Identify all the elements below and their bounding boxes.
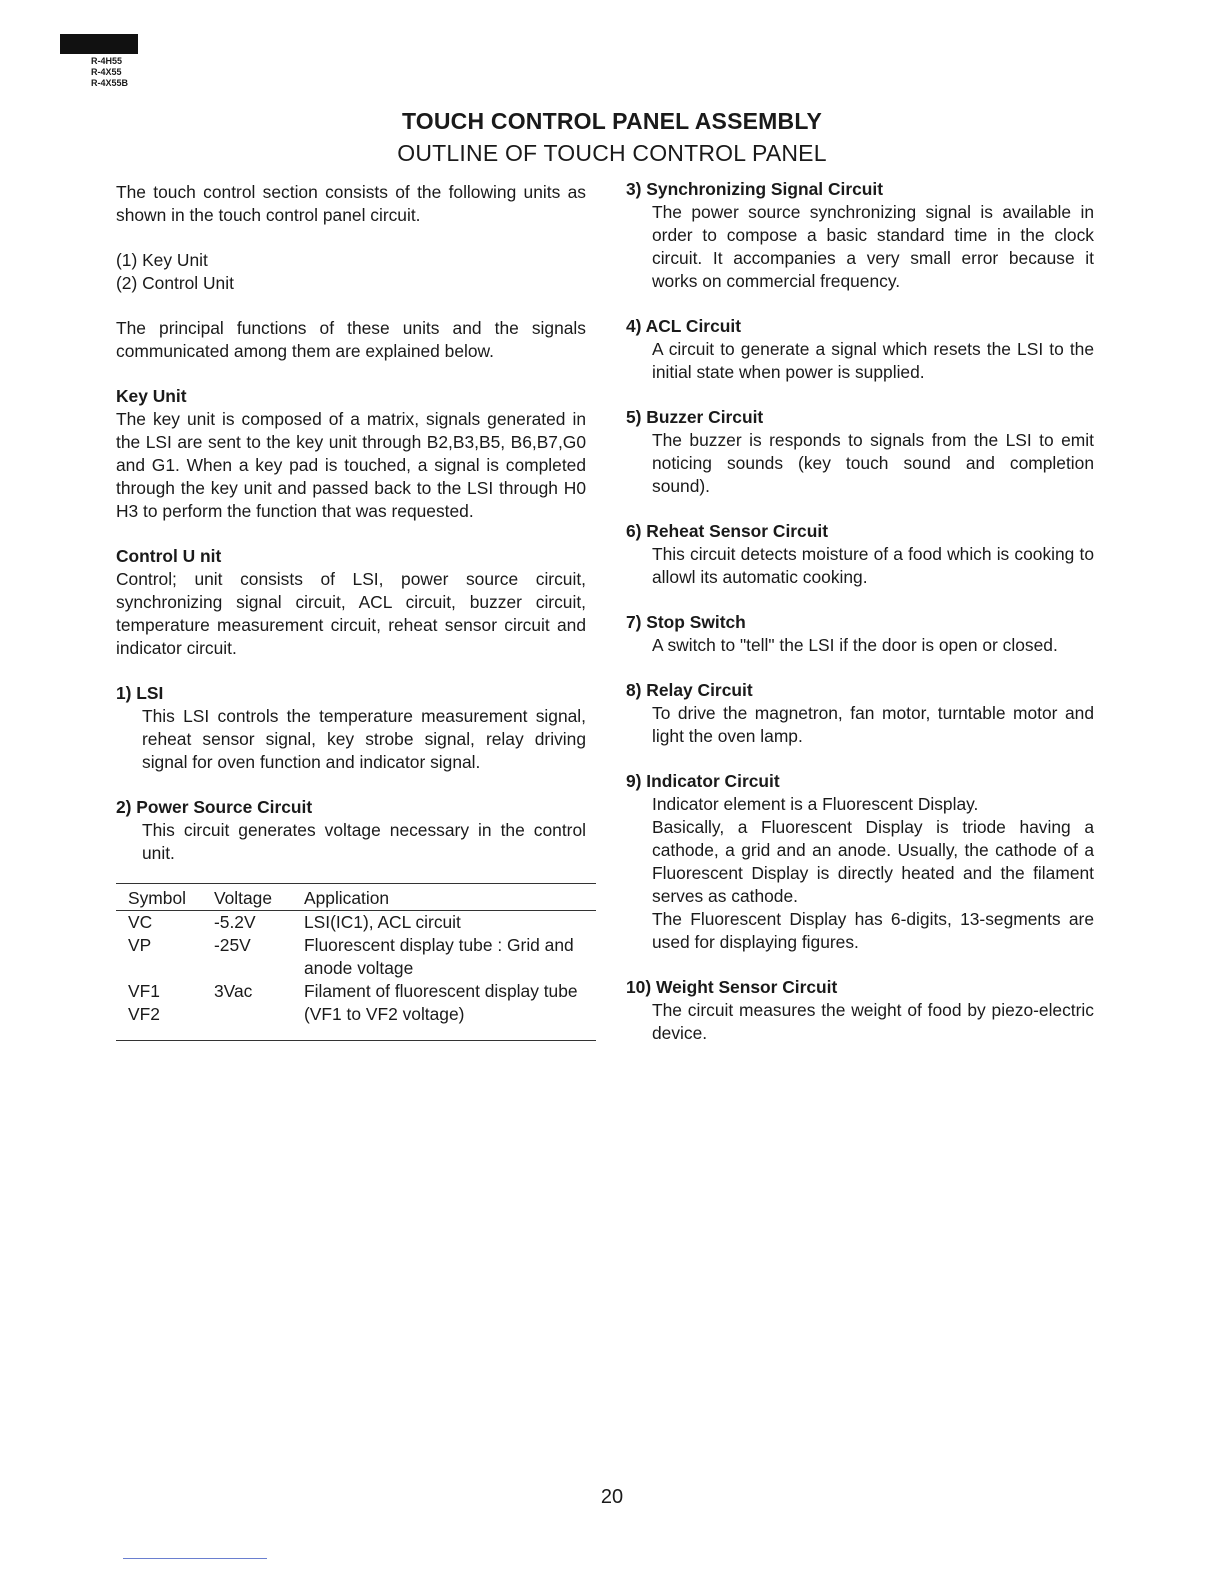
table-cell-application: Filament of fluorescent display tube (304, 981, 578, 1001)
table-cell-application: LSI(IC1), ACL circuit (304, 912, 461, 932)
table-header-row (116, 884, 596, 911)
reheat-heading: 6) Reheat Sensor Circuit (626, 521, 828, 541)
unit-list-item: (1) Key Unit (116, 250, 208, 270)
acl-text: A circuit to generate a signal which resets the LSI to the initial state when power is supplied. (652, 339, 1094, 382)
buzzer-text: The buzzer is responds to signals from the LSI to emit noticing sounds (key touch sound and completion sound). (652, 430, 1094, 496)
table-cell-symbol: VP (128, 935, 152, 955)
control-unit-text: Control; unit consists of LSI, power source circuit, synchronizing signal circuit, ACL circuit, buzzer circuit, temperature measurement circuit, reheat sensor circuit and indicator circuit. (116, 569, 586, 658)
model-number: R-4X55 (91, 67, 122, 77)
model-number: R-4X55B (91, 78, 129, 88)
page-subtitle: OUTLINE OF TOUCH CONTROL PANEL (397, 140, 827, 166)
relay-text: To drive the magnetron, fan motor, turntable motor and light the oven lamp. (652, 703, 1094, 746)
table-cell-symbol: VF1 (128, 981, 160, 1001)
power-source-text: This circuit generates voltage necessary in the control unit. (142, 820, 586, 863)
lsi-heading: 1) LSI (116, 683, 164, 703)
table-cell-voltage: 3Vac (214, 981, 253, 1001)
unit-list-item: (2) Control Unit (116, 273, 234, 293)
indicator-text-2: Basically, a Fluorescent Display is triode having a cathode, a grid and an anode. Usually, the cathode of a Fluorescent Display is directly heated and the filament serves as cathode. (652, 817, 1094, 906)
control-unit-heading: Control U nit (116, 546, 222, 566)
model-list (91, 56, 128, 89)
table-header-voltage: Voltage (214, 884, 304, 911)
table-cell-voltage: -5.2V (214, 912, 256, 932)
sync-text: The power source synchronizing signal is available in order to compose a basic standard time in the clock circuit. It accompanies a very small error because it works on commercial frequency. (652, 202, 1094, 291)
table-cell-voltage (214, 1003, 304, 1041)
acl-heading: 4) ACL Circuit (626, 316, 741, 336)
key-unit-text: The key unit is composed of a matrix, signals generated in the LSI are sent to the key unit through B2,B3,B5, B6,B7,G0 and G1. When a key pad is touched, a signal is completed through the key unit and passed back to the LSI through H0 H3 to perform the function that was requested. (116, 409, 586, 521)
intro-paragraph: The touch control section consists of the following units as shown in the touch control panel circuit. (116, 182, 586, 225)
lsi-text: This LSI controls the temperature measurement signal, reheat sensor signal, key strobe signal, relay driving signal for oven function and indicator signal. (142, 706, 586, 772)
table-header-application: Application (304, 884, 596, 911)
key-unit-heading: Key Unit (116, 386, 187, 406)
page-title: TOUCH CONTROL PANEL ASSEMBLY (401, 108, 823, 134)
weight-sensor-heading: 10) Weight Sensor Circuit (626, 977, 838, 997)
table-cell-symbol: VC (128, 912, 153, 932)
header-black-tab (60, 34, 138, 54)
weight-sensor-text: The circuit measures the weight of food by piezo-electric device. (652, 1000, 1094, 1043)
footer-divider (123, 1558, 267, 1559)
principal-paragraph: The principal functions of these units and the signals communicated among them are explained below. (116, 318, 586, 361)
sync-heading: 3) Synchronizing Signal Circuit (626, 179, 884, 199)
stop-switch-heading: 7) Stop Switch (626, 612, 746, 632)
table-row (116, 934, 596, 980)
table-cell-symbol: VF2 (116, 1003, 214, 1041)
page-number: 20 (600, 1486, 624, 1508)
indicator-heading: 9) Indicator Circuit (626, 771, 780, 791)
table-row (116, 980, 596, 1003)
stop-switch-text: A switch to "tell" the LSI if the door is open or closed. (652, 635, 1058, 655)
indicator-text-3: The Fluorescent Display has 6-digits, 13-segments are used for displaying figures. (652, 909, 1094, 952)
table-cell-application: (VF1 to VF2 voltage) (304, 1003, 596, 1041)
model-number: R-4H55 (91, 56, 123, 66)
table-row (116, 911, 596, 935)
voltage-table (116, 883, 596, 1041)
reheat-text: This circuit detects moisture of a food which is cooking to allowl its automatic cooking. (652, 544, 1094, 587)
right-column (626, 178, 1094, 1045)
table-header-symbol: Symbol (116, 884, 214, 911)
power-source-heading: 2) Power Source Circuit (116, 797, 313, 817)
table-row (116, 1003, 596, 1041)
table-cell-voltage: -25V (214, 935, 251, 955)
left-column (116, 181, 586, 1041)
relay-heading: 8) Relay Circuit (626, 680, 753, 700)
indicator-text-1: Indicator element is a Fluorescent Display. (652, 794, 979, 814)
buzzer-heading: 5) Buzzer Circuit (626, 407, 764, 427)
table-cell-application: Fluorescent display tube : Grid and anode voltage (304, 935, 574, 978)
